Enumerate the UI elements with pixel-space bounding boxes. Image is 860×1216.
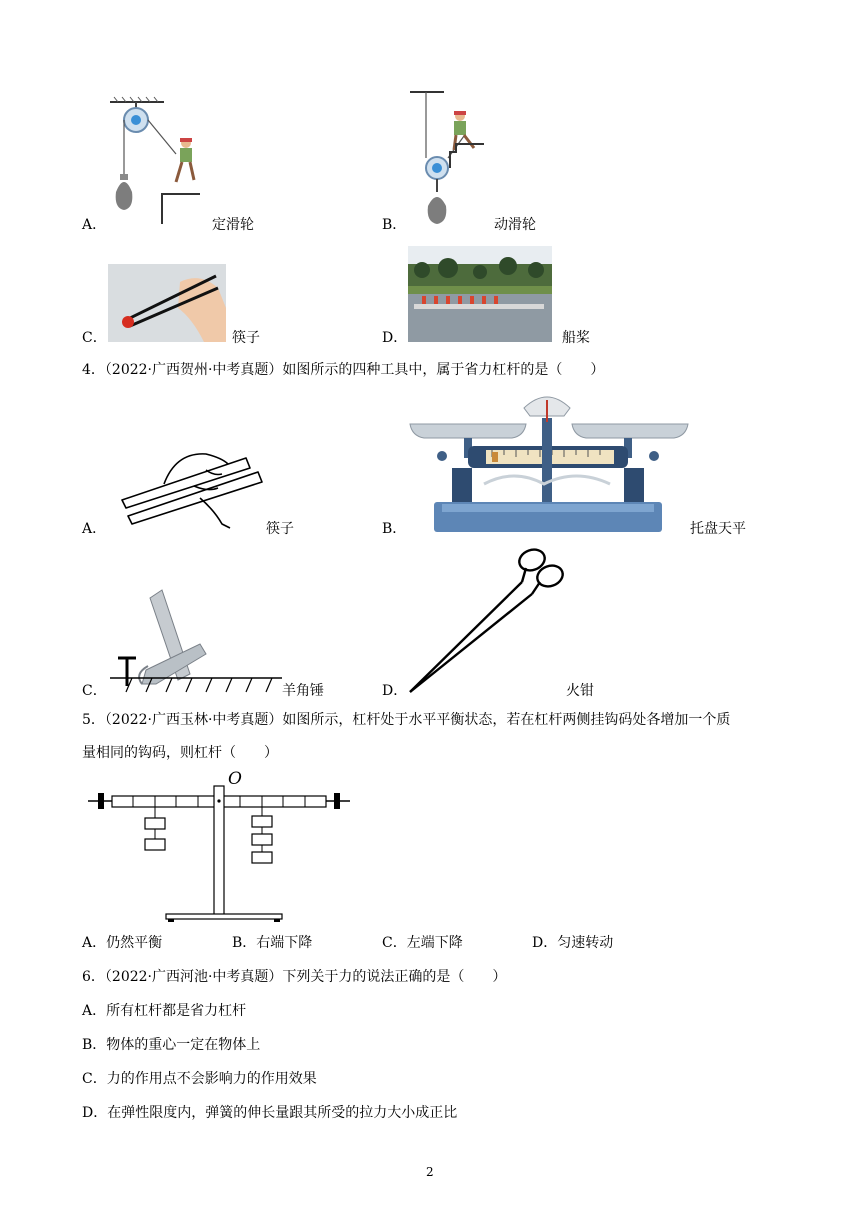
q5-option-c: C．左端下降 [382, 935, 463, 951]
q3-option-c-letter: C． [82, 330, 107, 346]
q3-option-a-letter: A． [82, 217, 107, 233]
fixed-pulley-figure [106, 96, 206, 226]
lever-balance-figure [88, 770, 350, 922]
q3-option-d-caption: 船桨 [562, 330, 590, 346]
rowing-boat-photo [408, 246, 552, 342]
q6-option-d: D．在弹性限度内，弹簧的伸长量跟其所受的拉力大小成正比 [82, 1105, 458, 1121]
q6-option-a: A．所有杠杆都是省力杠杆 [82, 1003, 247, 1019]
tray-balance-drawing [406, 392, 690, 534]
q3-option-c-caption: 筷子 [232, 330, 260, 346]
q3-option-a-caption: 定滑轮 [212, 217, 254, 233]
movable-pulley-figure [404, 88, 494, 228]
claw-hammer-drawing [108, 582, 284, 694]
lever-pivot-label: O [228, 769, 242, 789]
q5-stem-line2: 量相同的钩码，则杠杆（ ） [82, 745, 278, 761]
q6-option-b: B．物体的重心一定在物体上 [82, 1037, 261, 1053]
q4-option-c-caption: 羊角锤 [282, 683, 324, 699]
q6-option-c: C．力的作用点不会影响力的作用效果 [82, 1071, 317, 1087]
chopsticks-photo [108, 264, 226, 342]
q6-stem: 6．（2022·广西河池·中考真题）下列关于力的说法正确的是（ ） [82, 969, 507, 985]
q3-option-b-caption: 动滑轮 [494, 217, 536, 233]
q4-option-a-caption: 筷子 [266, 521, 294, 537]
q3-option-b-letter: B． [382, 217, 407, 233]
q4-option-d-letter: D． [382, 683, 408, 699]
chopsticks-drawing [118, 424, 268, 534]
q4-option-b-letter: B． [382, 521, 407, 537]
q5-option-b: B．右端下降 [232, 935, 313, 951]
q4-stem: 4．（2022·广西贺州·中考真题）如图所示的四种工具中，属于省力杠杆的是（ ） [82, 362, 605, 378]
fire-tongs-drawing [404, 542, 570, 696]
q5-stem-line1: 5．（2022·广西玉林·中考真题）如图所示，杠杆处于水平平衡状态，若在杠杆两侧挂钩码处各增加一个质 [82, 712, 731, 728]
q4-option-d-caption: 火钳 [566, 683, 594, 699]
q5-option-a: A．仍然平衡 [82, 935, 163, 951]
q4-option-c-letter: C． [82, 683, 107, 699]
q3-option-d-letter: D． [382, 330, 408, 346]
q4-option-b-caption: 托盘天平 [690, 521, 746, 537]
page-number: 2 [426, 1165, 434, 1179]
q4-option-a-letter: A． [82, 521, 107, 537]
q5-option-d: D．匀速转动 [532, 935, 614, 951]
